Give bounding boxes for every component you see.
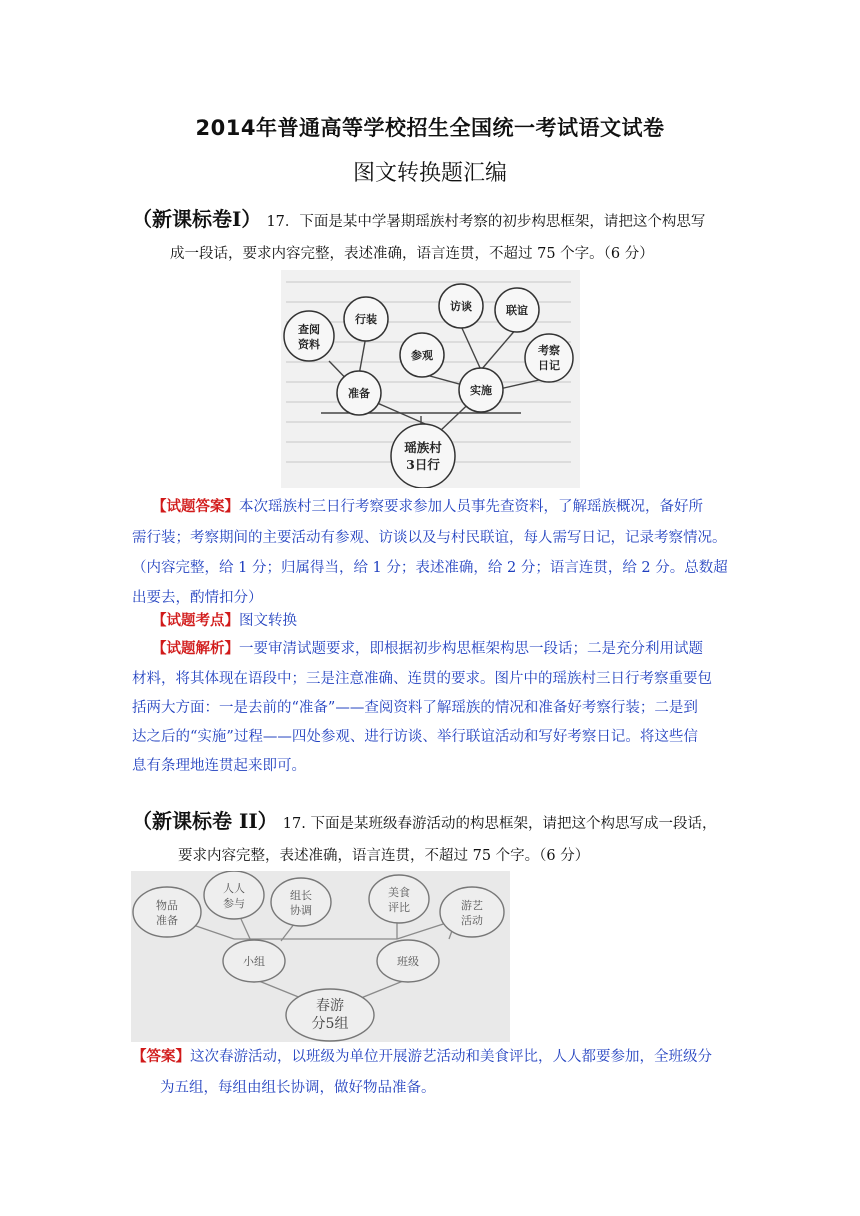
section2-heading xyxy=(132,805,716,841)
section1-label: （新课标卷Ⅰ） xyxy=(132,207,262,231)
svg-text:资料: 资料 xyxy=(298,338,320,351)
section2-answer-line2: 为五组，每组由组长协调，做好物品准备。 xyxy=(160,1080,436,1096)
section2-figure xyxy=(131,871,510,1042)
section1-analysis-line1 xyxy=(152,634,742,665)
section1-answer-line2: 需行装；考察期间的主要活动有参观、访谈以及与村民联谊，每人需写日记，记录考察情况。 xyxy=(132,530,727,546)
section2-question-line2: 要求内容完整，表述准确，语言连贯，不超过 75 个字。（6 分） xyxy=(178,848,590,864)
section1-diagram xyxy=(281,270,580,488)
section1-question-line1: 17．下面是某中学暑期瑶族村考察的初步构思框架，请把这个构思写 xyxy=(266,214,706,230)
node-circle xyxy=(284,311,334,361)
svg-text:联谊: 联谊 xyxy=(506,304,528,317)
svg-text:组长: 组长 xyxy=(290,889,312,902)
section1-figure xyxy=(281,270,580,488)
section1-analysis-line3: 括两大方面：一是去前的“准备”——查阅资料了解瑶族的情况和准备好考察行装；二是到 xyxy=(132,700,698,716)
section1-answer-line1 xyxy=(152,492,742,523)
svg-text:瑶族村: 瑶族村 xyxy=(404,440,442,455)
svg-text:人人: 人人 xyxy=(223,882,245,895)
svg-text:3日行: 3日行 xyxy=(406,457,440,472)
section2-label: （新课标卷 II） xyxy=(132,809,278,833)
svg-text:协调: 协调 xyxy=(290,904,312,917)
svg-text:参观: 参观 xyxy=(411,349,433,362)
section1-analysis-text1: 一要审清试题要求，即根据初步构思框架构思一段话；二是充分利用试题 xyxy=(239,641,703,657)
diagram1-node-0: 查阅 xyxy=(298,323,320,336)
svg-text:准备: 准备 xyxy=(156,914,178,927)
section1-analysis-line5: 息有条理地连贯起来即可。 xyxy=(132,758,306,774)
svg-text:美食: 美食 xyxy=(388,886,410,899)
svg-text:行装: 行装 xyxy=(355,313,377,326)
section1-answer-line3: （内容完整，给 1 分；归属得当，给 1 分；表述准确，给 2 分；语言连贯，给 2 分。总数超 xyxy=(132,560,728,576)
svg-text:活动: 活动 xyxy=(461,914,483,927)
section1-analysis-line4: 达之后的“实施”过程——四处参观、进行访谈、举行联谊活动和写好考察日记。将这些信 xyxy=(132,729,698,745)
svg-text:准备: 准备 xyxy=(348,387,370,400)
section1-question-line2: 成一段话，要求内容完整，表述准确，语言连贯，不超过 75 个字。（6 分） xyxy=(170,246,654,262)
section1-analysis-line2: 材料，将其体现在语段中；三是注意准确、连贯的要求。图片中的瑶族村三日行考察重要包 xyxy=(132,671,712,687)
svg-text:考察: 考察 xyxy=(538,344,560,357)
section2-answer-text1: 这次春游活动，以班级为单位开展游艺活动和美食评比，人人都要参加，全班级分 xyxy=(190,1049,712,1065)
svg-text:访谈: 访谈 xyxy=(450,300,472,313)
svg-text:班级: 班级 xyxy=(397,955,419,968)
svg-text:实施: 实施 xyxy=(470,384,492,397)
section1-point xyxy=(152,606,297,637)
svg-text:参与: 参与 xyxy=(223,897,245,910)
svg-text:游艺: 游艺 xyxy=(461,899,483,912)
document-title: 2014年普通高等学校招生全国统一考试语文试卷 xyxy=(195,116,665,140)
section1-answer-text1: 本次瑶族村三日行考察要求参加人员事先查资料，了解瑶族概况，备好所 xyxy=(239,499,703,515)
svg-text:日记: 日记 xyxy=(538,359,560,372)
section1-heading xyxy=(132,203,705,239)
section2-answer-line1 xyxy=(132,1042,752,1073)
section1-analysis-tag: 【试题解析】 xyxy=(152,640,239,657)
section2-diagram xyxy=(131,871,510,1042)
section1-answer-tag: 【试题答案】 xyxy=(152,498,239,515)
svg-text:小组: 小组 xyxy=(243,955,265,968)
svg-text:春游: 春游 xyxy=(316,998,344,1014)
svg-text:分5组: 分5组 xyxy=(311,1016,349,1032)
section2-question-line1: 17. 下面是某班级春游活动的构思框架，请把这个构思写成一段话， xyxy=(282,816,717,832)
section1-point-text: 图文转换 xyxy=(239,613,297,629)
document-subtitle: 图文转换题汇编 xyxy=(352,161,507,186)
section2-answer-tag: 【答案】 xyxy=(132,1048,190,1065)
svg-text:评比: 评比 xyxy=(388,901,410,914)
svg-text:物品: 物品 xyxy=(156,899,178,912)
section1-point-tag: 【试题考点】 xyxy=(152,612,239,629)
section1-answer-line4: 出要去，酌情扣分） xyxy=(132,590,263,606)
